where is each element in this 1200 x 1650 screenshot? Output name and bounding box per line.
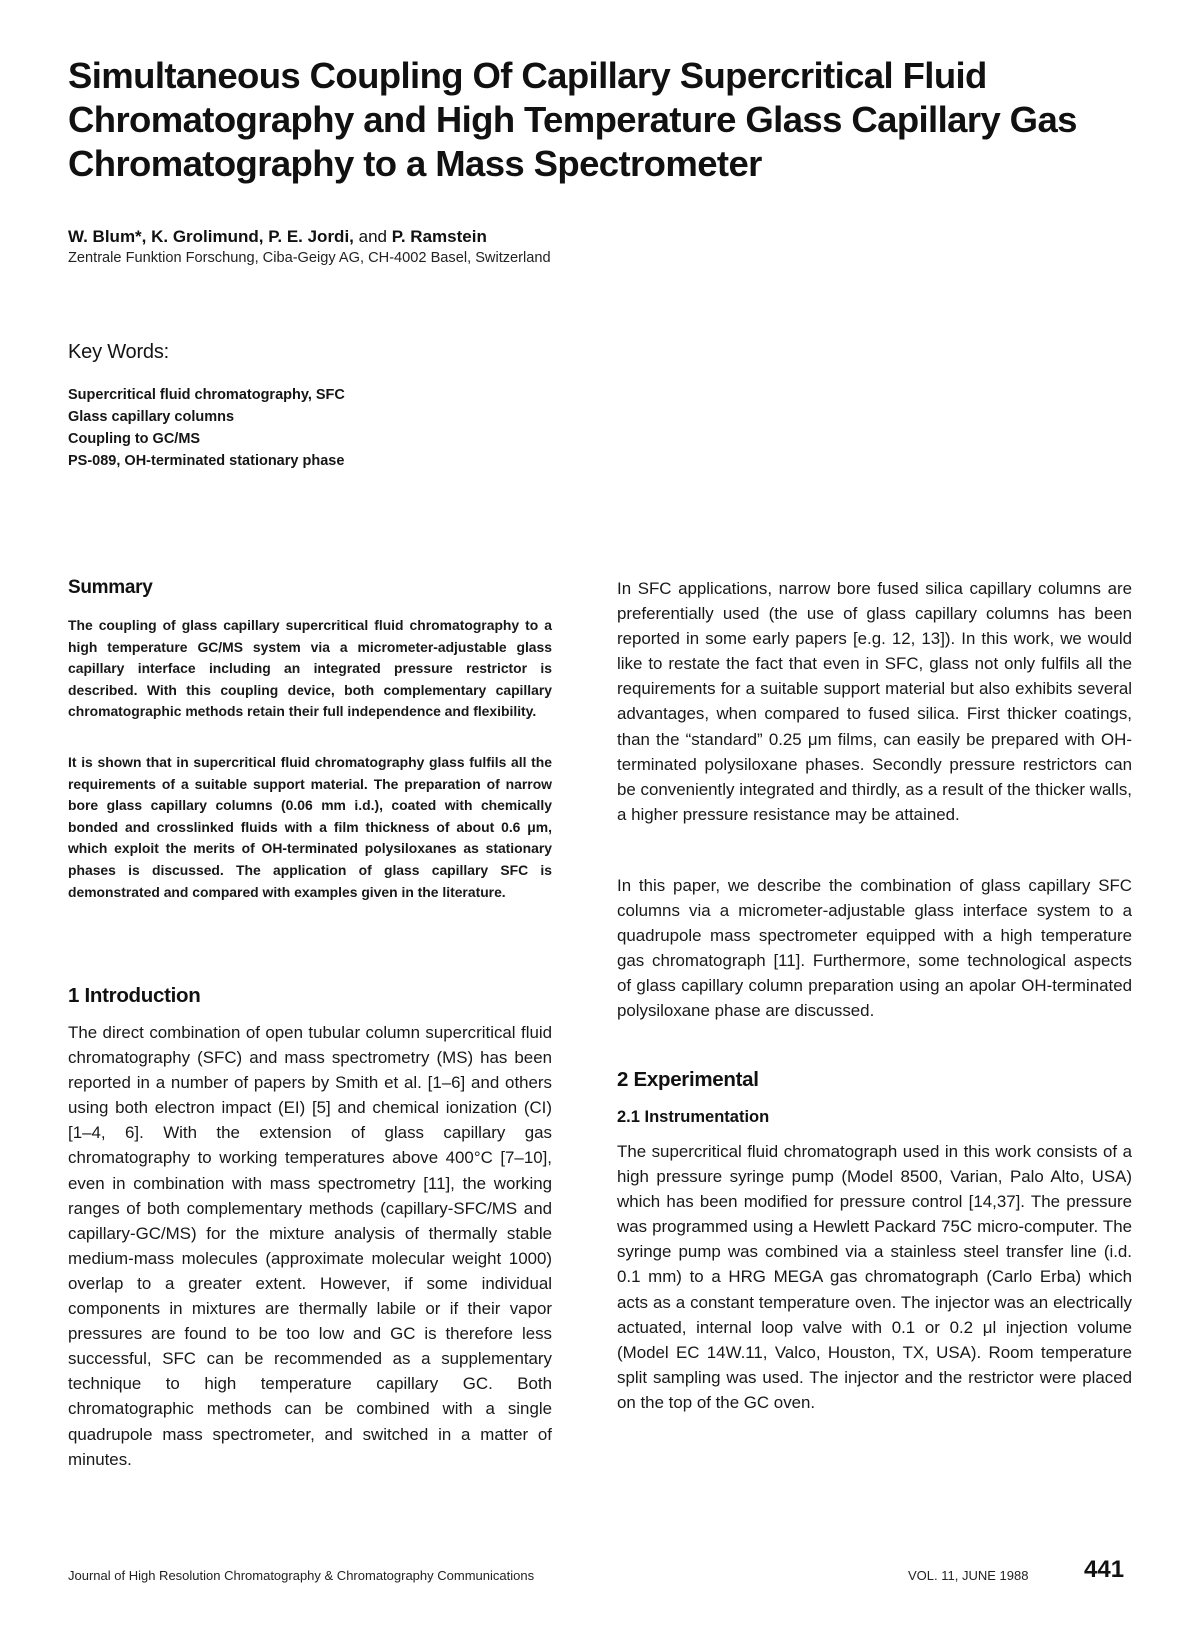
summary-heading: Summary [68, 577, 153, 598]
authors-conjunction: and [353, 227, 392, 246]
footer-journal: Journal of High Resolution Chromatography & Chromatography Communications [68, 1568, 535, 1583]
keywords-heading: Key Words: [68, 341, 169, 363]
authors-last: P. Ramstein [391, 227, 487, 246]
authors-bold: W. Blum*, K. Grolimund, P. E. Jordi, [68, 227, 354, 246]
keyword-item: PS-089, OH-terminated stationary phase [68, 453, 345, 469]
affiliation: Zentrale Funktion Forschung, Ciba-Geigy AG, CH-4002 Basel, Switzerland [68, 250, 551, 266]
keyword-item: Glass capillary columns [68, 409, 235, 425]
summary-paragraph: It is shown that in supercritical fluid chromatography glass fulfils all the requirements of a suitable support material. The preparation of narrow bore glass capillary columns (0.06 mm i.d.), coated with chemically bonded and crosslinked fluids with a film thickness of about 0.6 μm, which exploit the merits of OH-terminated polysiloxanes as stationary phases is discussed. The application of glass capillary SFC is demonstrated and compared with examples given in the literature. [68, 754, 552, 900]
introduction-paragraph: The direct combination of open tubular column supercritical fluid chromatography (SFC) and mass spectrometry (MS) has been reported in a number of papers by Smith et al. [1–6] and others using both electron impact (EI) [5] and chemical ionization (CI) [1–4, 6]. With the extension of glass capillary gas chromatography to working temperatures above 400°C [7–10], even in combination with mass spectrometry [11], the working ranges of both complementary methods (capillary-SFC/MS and capillary-GC/MS) for the mixture analysis of thermally stable medium-mass molecules (approximate molecular weight 1000) overlap to a greater extent. However, if some individual components in mixtures are thermally labile or if their vapor pressures are found to be too low and GC is therefore less successful, SFC can be recommended as a supplementary technique to high temperature capillary GC. Both chromatographic methods can be combined with a single quadrupole mass spectrometer, and switched in a matter of minutes. [68, 1023, 552, 1469]
instrumentation-subheading: 2.1 Instrumentation [617, 1108, 770, 1126]
page-number: 441 [1084, 1556, 1125, 1583]
introduction-heading: 1 Introduction [68, 984, 201, 1007]
instrumentation-paragraph: The supercritical fluid chromatograph used in this work consists of a high pressure syringe pump (Model 8500, Varian, Palo Alto, USA) which has been modified for pressure control [14,37]. The pressure was programmed using a Hewlett Packard 75C micro-computer. The syringe pump was combined via a stainless steel transfer line (i.d. 0.1 mm) to a HRG MEGA gas chromatograph (Carlo Erba) which acts as a constant temperature oven. The injector was an electrically actuated, internal loop valve with 0.1 or 0.2 μl injection volume (Model EC 14W.11, Valco, Houston, TX, USA). Room temperature split sampling was used. The injector and the restrictor were placed on the top of the GC oven. [617, 1142, 1132, 1412]
keyword-item: Supercritical fluid chromatography, SFC [68, 387, 345, 403]
keywords-list [68, 384, 345, 472]
body-paragraph: In SFC applications, narrow bore fused silica capillary columns are preferentially used (the use of glass capillary columns has been reported in some early papers [e.g. 12, 13]). In this work, we would like to restate the fact that even in SFC, glass not only fulfils all the requirements for a suitable support material but also exhibits several advantages, when compared to fused silica. First thicker coatings, than the “standard” 0.25 μm films, can easily be prepared with OH-terminated polysiloxane phases. Secondly pressure restrictors can be conveniently integrated and thirdly, as a result of the thicker walls, a higher pressure resistance may be attained. [617, 579, 1132, 824]
body-paragraph: In this paper, we describe the combination of glass capillary SFC columns via a micrometer-adjustable glass interface system to a quadrupole mass spectrometer equipped with a high temperature gas chromatograph [11]. Furthermore, some technological aspects of glass capillary column preparation using an apolar OH-terminated polysiloxane phase are discussed. [617, 876, 1132, 1021]
summary-paragraph: The coupling of glass capillary supercritical fluid chromatography to a high temperature GC/MS system via a micrometer-adjustable glass capillary interface including an integrated pressure restrictor is described. With this coupling device, both complementary capillary chromatographic methods retain their full independence and flexibility. [68, 617, 552, 720]
footer-volume: VOL. 11, JUNE 1988 [908, 1568, 1029, 1583]
keyword-item: Coupling to GC/MS [68, 431, 201, 447]
experimental-heading: 2 Experimental [617, 1068, 759, 1091]
paper-title: Simultaneous Coupling Of Capillary Supercritical Fluid Chromatography and High Temperature Glass Capillary Gas Chromatography to a Mass Spectrometer [68, 55, 1077, 184]
author-line [68, 227, 487, 247]
